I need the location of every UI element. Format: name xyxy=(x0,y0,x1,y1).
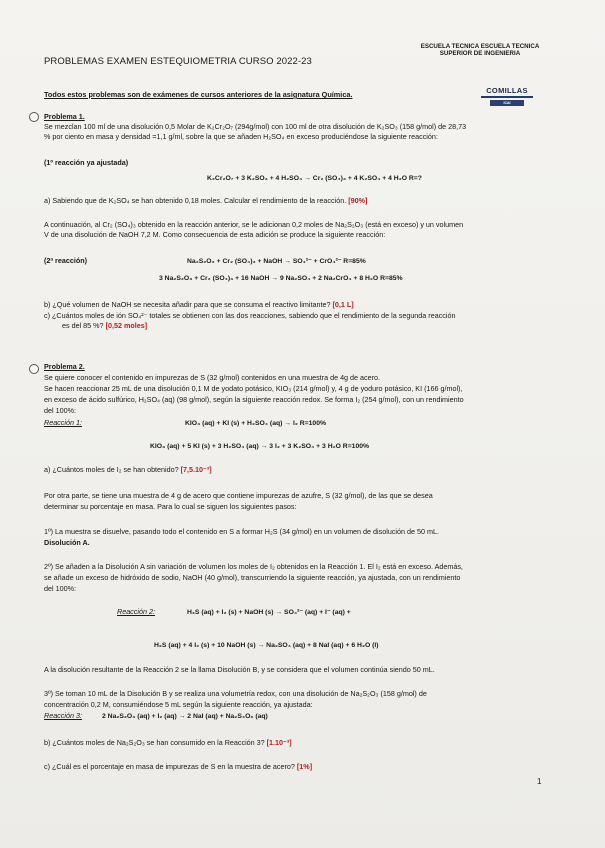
comillas-logo xyxy=(474,86,540,106)
punch-hole-icon xyxy=(29,112,39,122)
p2-reaction-1-unbalanced: KIO₃ (aq) + KI (s) + H₂SO₄ (aq) → I₂ R=100% xyxy=(185,420,327,427)
p2-reaction-1-label: Reacción 1: xyxy=(44,418,82,427)
school-line-2: SUPERIOR DE INGENIERIA xyxy=(439,50,521,57)
p1-question-c-line-2: es del 85 %? xyxy=(62,321,104,330)
p1-reaction-2-label: (2ª reacción) xyxy=(44,256,88,265)
p2-reaction-2-label: Reacción 2: xyxy=(117,607,155,616)
school-line-1: ESCUELA TECNICA ESCUELA TECNICA xyxy=(420,43,540,50)
p1-reaction-1-label: (1º reacción ya ajustada) xyxy=(44,158,129,167)
logo-bar xyxy=(481,96,533,98)
p2-answer-c: [1%] xyxy=(296,762,313,771)
p1-intro-line-2: % por ciento en masa y densidad =1,1 g/ml, sobre la que se añaden H₂SO₄ en exceso produciéndose la siguiente reacción: xyxy=(44,132,438,141)
p2-reaction-3-label: Reacción 3: xyxy=(44,711,82,720)
p2-reaction-2-unbalanced: H₂S (aq) + I₂ (s) + NaOH (s) → SO₄²⁻ (aq) + I⁻ (aq) + xyxy=(187,609,351,616)
p2-intro-line-2: Se hacen reaccionar 25 mL de una disolución 0,1 M de yodato potásico, KIO₃ (214 g/mol) y, 4 g de yoduro potásico, KI (166 g/mol), xyxy=(44,384,463,393)
p1-reaction-2-unbalanced: Na₂S₂O₃ + Cr₂ (SO₄)₃ + NaOH → SO₄²⁻ + CrO₄²⁻ R=85% xyxy=(187,258,366,265)
document-title: PROBLEMAS EXAMEN ESTEQUIOMETRIA CURSO 2022-23 xyxy=(44,56,312,67)
p1-answer-c: [0,52 moles] xyxy=(105,321,148,330)
punch-hole-icon xyxy=(29,364,39,374)
p2-step-2-line-3: del 100%: xyxy=(44,584,76,593)
p2-intro-line-4: del 100%: xyxy=(44,406,76,415)
p2-reaction-1-balanced: KIO₃ (aq) + 5 KI (s) + 3 H₂SO₄ (aq) → 3 I₂ + 3 K₂SO₄ + 3 H₂O R=100% xyxy=(150,443,370,450)
p1-continuation-line-1: A continuación, al Cr₂ (SO₄)₃ obtenido en la reacción anterior, se le adicionan 0,2 moles de Na₂S₂O₃ (está en exceso) y un volumen xyxy=(44,220,464,229)
p2-intro-line-1: Se quiere conocer el contenido en impurezas de S (32 g/mol) contenidos en una muestra de 4g de acero. xyxy=(44,373,381,382)
problem-1-title: Problema 1. xyxy=(44,112,85,121)
p2-step-2-line-2: se añade un exceso de hidróxido de sodio, NaOH (40 g/mol), transcurriendo la siguiente reacción, ya ajustada, con un rendimiento xyxy=(44,573,461,582)
p2-step-2-line-1: 2º) Se añaden a la Disolución A sin variación de volumen los moles de I₂ obtenidos en la Reacción 1. El I₂ está en exceso. Además, xyxy=(44,562,463,571)
subtitle: Todos estos problemas son de exámenes de cursos anteriores de la asignatura Química. xyxy=(44,90,353,99)
p1-intro-line-1: Se mezclan 100 ml de una disolución 0,5 Molar de K₂Cr₂O₇ (294g/mol) con 100 ml de otra disolución de K₂SO₃ (158 g/mol) de 28,73 xyxy=(44,122,467,131)
p1-continuation-line-2: V de una disolución de NaOH 7,2 M. Como consecuencia de esta adición se produce la siguiente reacción: xyxy=(44,230,386,239)
p2-answer-a: [7,5.10⁻³] xyxy=(180,465,212,474)
p2-step-3-line-2: concentración 0,2 M, consumiéndose 5 mL según la siguiente reacción, ya ajustada: xyxy=(44,700,313,709)
p1-answer-a: [90%] xyxy=(348,196,368,205)
p2-step-1-solution: Disolución A. xyxy=(44,538,90,547)
p1-question-c-line-1: c) ¿Cuántos moles de ión SO₄²⁻ totales se obtienen con las dos reacciones, sabiendo que el rendimiento de la segunda reacción xyxy=(44,311,456,320)
page-number: 1 xyxy=(537,777,542,786)
problem-2-title: Problema 2. xyxy=(44,362,85,371)
p2-step-3-line-1: 3º) Se toman 10 mL de la Disolución B y se realiza una volumetría redox, con una disolución de Na₂S₂O₃ (158 g/mol) de xyxy=(44,689,427,698)
p2-other-line-2: determinar su porcentaje en masa. Para lo cual se siguen los siguientes pasos: xyxy=(44,502,297,511)
p2-other-line-1: Por otra parte, se tiene una muestra de 4 g de acero que contiene impurezas de azufre, S (32 g/mol), de las que se desea xyxy=(44,491,433,500)
p1-reaction-2-balanced: 3 Na₂S₂O₃ + Cr₂ (SO₄)₃ + 16 NaOH → 9 Na₂SO₄ + 2 Na₂CrO₄ + 8 H₂O R=85% xyxy=(159,275,403,282)
p2-question-b: b) ¿Cuántos moles de Na₂S₂O₃ se han consumido en la Reacción 3? xyxy=(44,738,265,747)
logo-text: COMILLAS xyxy=(486,86,528,95)
p1-question-a: a) Sabiendo que de K₂SO₄ se han obtenido 0,18 moles. Calcular el rendimiento de la reacción. xyxy=(44,196,347,205)
p2-reaction-3: 2 Na₂S₂O₃ (aq) + I₂ (aq) → 2 NaI (aq) + Na₂S₄O₆ (aq) xyxy=(102,713,268,720)
p2-question-c: c) ¿Cuál es el porcentaje en masa de impurezas de S en la muestra de acero? xyxy=(44,762,295,771)
p2-answer-b: [1.10⁻³] xyxy=(266,738,292,747)
p1-question-b: b) ¿Qué volumen de NaOH se necesita añadir para que se consuma el reactivo limitante? xyxy=(44,300,331,309)
p1-reaction-1: K₂Cr₂O₇ + 3 K₂SO₃ + 4 H₂SO₄ → Cr₂ (SO₄)₃ + 4 K₂SO₄ + 4 H₂O R=? xyxy=(207,175,422,182)
p2-question-a: a) ¿Cuántos moles de I₂ se han obtenido? xyxy=(44,465,179,474)
p2-step-1: 1º) La muestra se disuelve, pasando todo el contenido en S a formar H₂S (34 g/mol) en un volumen de disolución de 50 mL. xyxy=(44,527,439,536)
p2-reaction-2-balanced: H₂S (aq) + 4 I₂ (s) + 10 NaOH (s) → Na₂SO₄ (aq) + 8 NaI (aq) + 6 H₂O (l) xyxy=(154,642,379,649)
logo-seal: ICAI xyxy=(490,100,524,106)
p2-disolucion-b: A la disolución resultante de la Reacción 2 se la llama Disolución B, y se considera que el volumen continúa siendo 50 mL. xyxy=(44,665,435,674)
p2-intro-line-3: en exceso de ácido sulfúrico, H₂SO₄ (aq) (98 g/mol), según la siguiente reacción redox. Se forma I₂ (254 g/mol), con un rendimiento xyxy=(44,395,464,404)
school-header xyxy=(405,43,555,57)
p1-answer-b: [0,1 L] xyxy=(332,300,354,309)
